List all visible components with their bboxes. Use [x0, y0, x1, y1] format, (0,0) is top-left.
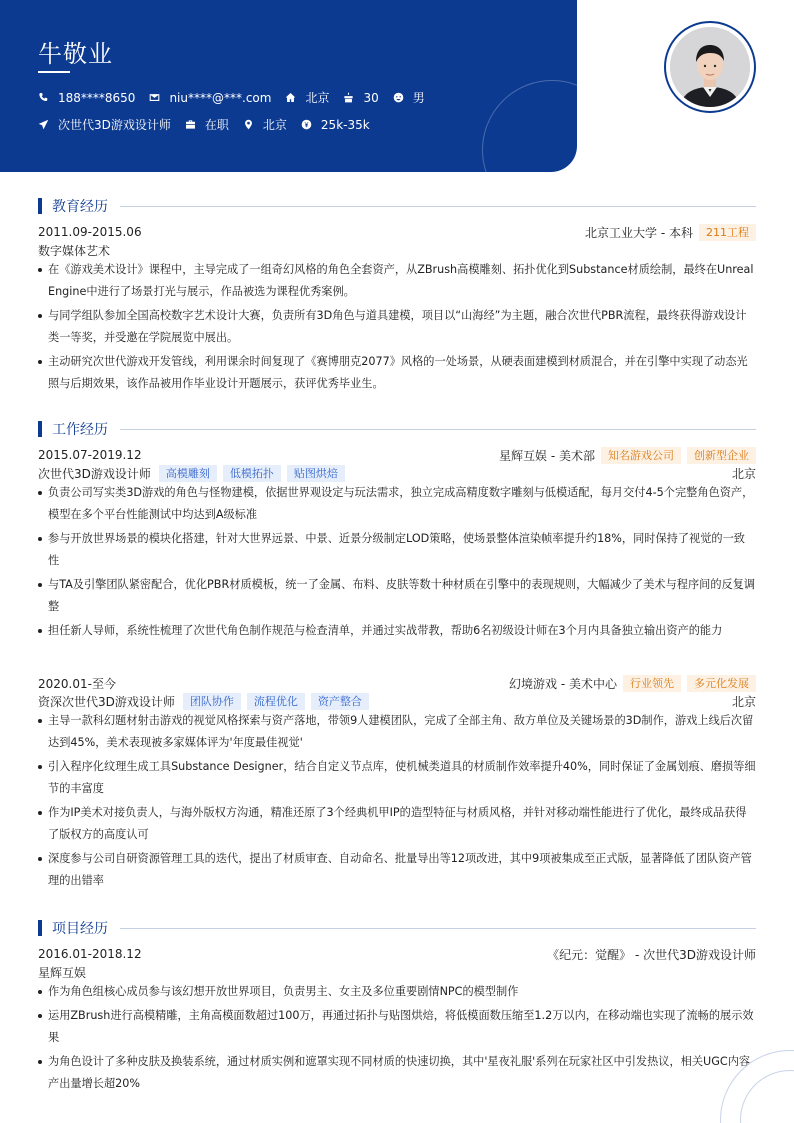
list-item: 与TA及引擎团队紧密配合，优化PBR材质模板，统一了金属、布料、皮肤等数十种材质在引擎中的表现规则，大幅减少了美术与程序间的反复调整: [38, 574, 756, 618]
city-text: 北京: [262, 118, 287, 132]
briefcase-icon: [185, 119, 196, 130]
role-text: 次世代3D游戏设计师: [58, 118, 171, 132]
job-1-header-row: [38, 446, 756, 464]
job-2-location: 北京: [731, 694, 756, 709]
decorative-ring: [482, 80, 577, 172]
send-icon: [38, 119, 49, 130]
education-bullets: [38, 259, 756, 397]
list-item: 为角色设计了多种皮肤及换装系统，通过材质实例和遮罩实现不同材质的快速切换，其中'星夜礼服'系列在玩家社区中引发热议，相关UGC内容产出量增长超20%: [38, 1051, 756, 1095]
cake-icon: [343, 92, 354, 103]
job-2-header-row: [38, 674, 756, 692]
gender-info: [393, 89, 425, 106]
list-item: 作为IP美术对接负责人，与海外版权方沟通，精准还原了3个经典机甲IP的造型特征与材质风格，并针对移动端性能进行了优化，最终成品获得了版权方的高度认可: [38, 802, 756, 846]
avatar-photo: [670, 27, 750, 107]
job-2-company-tag: 行业领先: [623, 675, 681, 692]
age-text: 30: [363, 90, 379, 105]
avatar: [664, 21, 756, 113]
job-1-skill-tag: 贴图烘焙: [287, 465, 345, 482]
phone-info: [38, 91, 135, 105]
salary-info: [301, 118, 370, 132]
job-intent-row: [38, 116, 384, 133]
education-header-row: [38, 223, 756, 241]
age-info: [343, 91, 378, 105]
job-2-title: 资深次世代3D游戏设计师: [38, 694, 175, 709]
name-underline: [38, 71, 70, 73]
phone-icon: [38, 92, 49, 103]
project-name-role: 《纪元：觉醒》 - 次世代3D游戏设计师: [547, 947, 756, 962]
job-2-skill-tag: 流程优化: [247, 693, 305, 710]
job-2-period: 2020.01-至今: [38, 676, 116, 691]
list-item: 在《游戏美术设计》课程中，主导完成了一组奇幻风格的角色全套资产，从ZBrush高模雕刻、拓扑优化到Substance材质绘制，最终在Unreal Engine中进行了场景打光与展示，作品被选为课程优秀案例。: [38, 259, 756, 303]
education-tag: 211工程: [699, 224, 756, 241]
section-marker: [38, 198, 42, 214]
header-banner: [0, 0, 577, 172]
home-icon: [285, 92, 296, 103]
phone-text: 188****8650: [58, 90, 136, 105]
money-icon: [301, 119, 312, 130]
education-school: 北京工业大学 - 本科: [585, 225, 693, 240]
gender-icon: [393, 92, 404, 103]
job-2-company: 幻境游戏 - 美术中心: [509, 676, 617, 691]
section-divider: [120, 429, 756, 430]
job-1-period: 2015.07-2019.12: [38, 448, 142, 462]
job-1-skill-tag: 高模雕刻: [159, 465, 217, 482]
list-item: 作为角色组核心成员参与该幻想开放世界项目，负责男主、女主及多位重要剧情NPC的模型制作: [38, 981, 756, 1003]
portrait-image: [670, 27, 750, 107]
hometown-info: [285, 89, 329, 106]
section-marker: [38, 920, 42, 936]
job-1-company: 星辉互娱 - 美术部: [499, 448, 595, 463]
job-1-title: 次世代3D游戏设计师: [38, 466, 151, 481]
education-period: 2011.09-2015.06: [38, 225, 142, 239]
hometown-text: 北京: [305, 91, 330, 105]
project-company: 星辉互娱: [38, 965, 87, 980]
job-2-bullets: [38, 710, 756, 894]
section-marker: [38, 421, 42, 437]
list-item: 负责公司写实类3D游戏的角色与怪物建模，依据世界观设定与玩法需求，独立完成高精度数字雕刻与低模适配，每月交付4-5个完整角色资产，模型在多个平台性能测试中均达到A级标准: [38, 482, 756, 526]
list-item: 引入程序化纹理生成工具Substance Designer，结合自定义节点库，使机械类道具的材质制作效率提升40%，同时保证了金属划痕、磨损等细节的丰富度: [38, 756, 756, 800]
job-2-skill-tag: 资产整合: [311, 693, 369, 710]
section-title-work: 工作经历: [52, 422, 108, 438]
project-company-row: [38, 963, 756, 981]
list-item: 参与开放世界场景的模块化搭建，针对大世界远景、中景、近景分级制定LOD策略，使场景整体渲染帧率提升约18%，同时保持了视觉的一致性: [38, 528, 756, 572]
list-item: 运用ZBrush进行高模精雕，主角高模面数超过100万，再通过拓扑与贴图烘焙，将低模面数压缩至1.2万以内，在移动端也实现了流畅的展示效果: [38, 1005, 756, 1049]
section-education: [38, 196, 756, 216]
section-divider: [120, 206, 756, 207]
job-1-company-tag: 知名游戏公司: [601, 447, 681, 464]
project-period: 2016.01-2018.12: [38, 947, 142, 961]
status-info: [185, 116, 229, 133]
salary-text: 25k-35k: [320, 117, 370, 132]
section-work: [38, 419, 756, 439]
job-2-skill-tag: 团队协作: [183, 693, 241, 710]
status-text: 在职: [204, 118, 229, 132]
job-1-company-tag: 创新型企业: [687, 447, 756, 464]
project-header-row: [38, 945, 756, 963]
email-text: niu****@***.com: [169, 90, 272, 105]
city-info: [243, 116, 287, 133]
section-project: [38, 918, 756, 938]
list-item: 主导一款科幻题材射击游戏的视觉风格探索与资产落地，带领9人建模团队，完成了全部主角、敌方单位及关键场景的3D制作，游戏上线后次留达到45%，美术表现被多家媒体评为'年度最佳视觉': [38, 710, 756, 754]
project-bullets: [38, 981, 756, 1097]
mail-icon: [149, 92, 160, 103]
education-major: 数字媒体艺术: [38, 243, 111, 258]
job-1-location: 北京: [731, 466, 756, 481]
job-2-title-row: [38, 692, 756, 710]
candidate-name: 牛敬业: [38, 40, 113, 68]
job-1-title-row: [38, 464, 756, 482]
contact-row: [38, 89, 439, 106]
job-1-skill-tag: 低模拓扑: [223, 465, 281, 482]
location-icon: [243, 119, 254, 130]
gender-text: 男: [412, 91, 425, 105]
list-item: 与同学组队参加全国高校数字艺术设计大赛，负责所有3D角色与道具建模，项目以“山海经”为主题，融合次世代PBR流程，最终获得游戏设计类一等奖，并受邀在学院展览中展出。: [38, 305, 756, 349]
section-title-education: 教育经历: [52, 199, 108, 215]
email-info: [149, 91, 271, 105]
list-item: 深度参与公司自研资源管理工具的迭代，提出了材质审查、自动命名、批量导出等12项改进，其中9项被集成至正式版，显著降低了团队资产管理的出错率: [38, 848, 756, 892]
list-item: 主动研究次世代游戏开发管线，利用课余时间复现了《赛博朋克2077》风格的一处场景，从硬表面建模到材质混合，并在引擎中实现了动态光照与后期效果，该作品被用作毕业设计开题展示，获评优秀毕业生。: [38, 351, 756, 395]
role-info: [38, 116, 171, 133]
job-1-bullets: [38, 482, 756, 644]
section-divider: [120, 928, 756, 929]
education-major-row: [38, 241, 756, 259]
job-2-company-tag: 多元化发展: [687, 675, 756, 692]
list-item: 担任新人导师，系统性梳理了次世代角色制作规范与检查清单，并通过实战带教，帮助6名初级设计师在3个月内具备独立输出资产的能力: [38, 620, 756, 642]
section-title-project: 项目经历: [52, 921, 108, 937]
